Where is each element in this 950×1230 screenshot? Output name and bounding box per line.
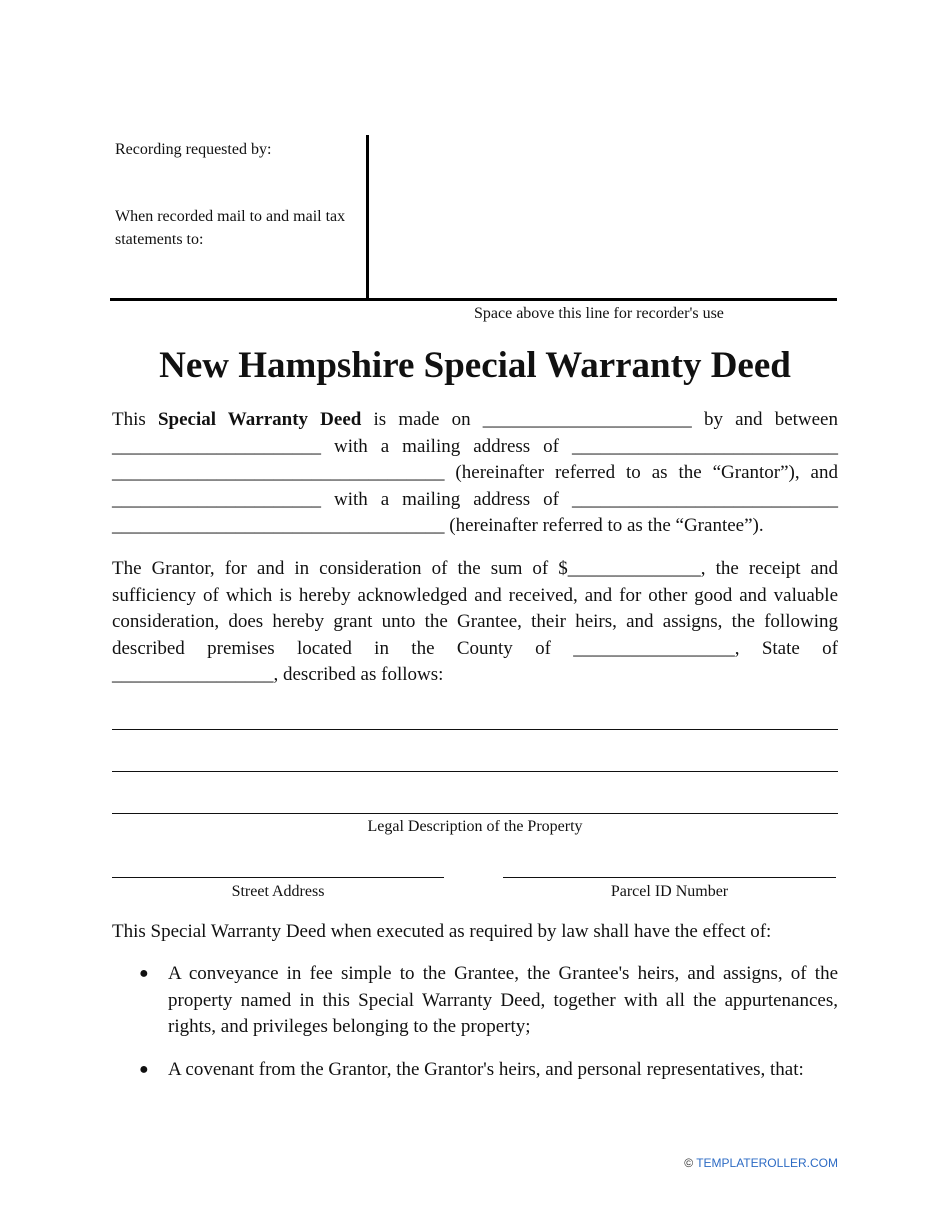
footer-credit [684, 1156, 838, 1170]
recording-requested-label: Recording requested by: [115, 141, 272, 158]
recorder-use-line [110, 298, 837, 301]
parties-line-5: ___________________________________ (hereinafter referred to as the “Grantee”). [112, 515, 764, 537]
street-address-caption: Street Address [231, 883, 325, 900]
parties-paragraph [112, 407, 838, 540]
bullet-text: A covenant from the Grantor, the Grantor's heirs, and personal representatives, that: [168, 1059, 804, 1080]
copyright-symbol: © [684, 1156, 694, 1170]
parcel-id-line[interactable] [503, 877, 836, 878]
recorder-use-note: Space above this line for recorder's use [474, 305, 724, 322]
mail-to-label: When recorded mail to and mail tax statements to: [115, 208, 346, 248]
list-item [112, 1057, 838, 1084]
list-item [112, 961, 838, 1041]
legal-description-line-1[interactable] [112, 729, 838, 730]
templateroller-link[interactable]: TEMPLATEROLLER.COM [696, 1156, 838, 1170]
parties-line-2: ______________________ with a mailing address of ____________________________ [112, 435, 838, 457]
effect-intro: This Special Warranty Deed when executed as required by law shall have the effect of: [112, 921, 772, 942]
bullet-icon: ● [139, 1061, 149, 1078]
document-title: New Hampshire Special Warranty Deed [159, 345, 791, 386]
bullet-text: A conveyance in fee simple to the Grantee, the Grantee's heirs, and assigns, of the property named in this Special Warranty Deed, together with all the appurtenances, rights, and privileges belonging to the property; [168, 963, 838, 1038]
legal-description-line-2[interactable] [112, 771, 838, 772]
legal-description-caption: Legal Description of the Property [367, 818, 583, 835]
parties-line-1 [112, 407, 838, 434]
parties-line-4: ______________________ with a mailing address of ____________________________ [112, 488, 838, 510]
text-this: This [112, 409, 146, 430]
deed-name-bold: Special Warranty Deed [157, 409, 362, 430]
parties-line-3: ___________________________________ (hereinafter referred to as the “Grantor”), and [112, 462, 838, 484]
street-address-line[interactable] [112, 877, 444, 878]
made-on-text: is made on ______________________ by and between [373, 409, 838, 430]
bullet-icon: ● [139, 965, 149, 982]
parcel-id-caption: Parcel ID Number [610, 883, 729, 900]
consideration-paragraph: The Grantor, for and in consideration of the sum of $______________, the receipt and sufficiency of which is hereby acknowledged and received, and for other good and valuable consideration, does hereby grant unto the Grantee, their heirs, and assigns, the following described premises located in the County of _________________, State of _________________, described as follows: [112, 558, 838, 686]
legal-description-line-3[interactable] [112, 813, 838, 814]
recording-box-divider [366, 135, 369, 301]
